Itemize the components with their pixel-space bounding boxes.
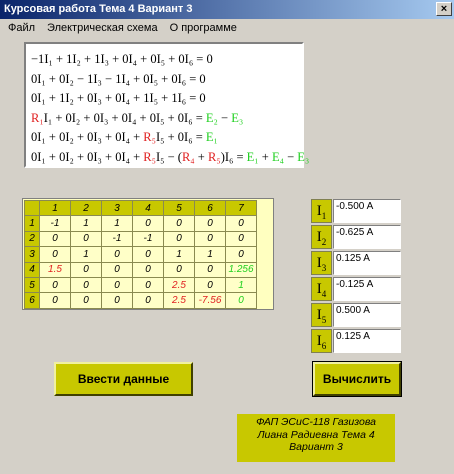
equation-line [31, 89, 298, 109]
equation-term: E₁ [205, 130, 218, 145]
matrix-cell[interactable]: 0 [40, 277, 71, 292]
equation-term: 0I₁ + 0I₂ − 1I₃ − 1I₄ + 0I₅ + 0I₆ = 0 [31, 71, 206, 86]
table-row [25, 247, 257, 262]
matrix-cell[interactable]: 0 [71, 293, 102, 308]
equation-line [31, 128, 298, 148]
equation-term: R₅ [207, 149, 221, 164]
row-header: 1 [25, 216, 40, 231]
window-titlebar [0, 0, 454, 19]
current-value-field[interactable]: -0.625 A [333, 225, 401, 249]
matrix-cell[interactable]: 0 [102, 262, 133, 277]
current-symbol: I [316, 229, 322, 245]
matrix-cell[interactable]: -7.56 [195, 293, 226, 308]
matrix-cell[interactable]: 0 [133, 293, 164, 308]
table-row [25, 231, 257, 246]
matrix-cell[interactable]: 0 [40, 247, 71, 262]
result-row [311, 277, 401, 301]
equation-term: I₁ + 0I₂ + 0I₃ + 0I₄ + 0I₅ + 0I₆ = [43, 110, 206, 125]
matrix-cell[interactable]: 0 [102, 247, 133, 262]
result-row [311, 303, 401, 327]
menu-file[interactable]: Файл [8, 22, 36, 34]
current-symbol: I [316, 307, 322, 323]
author-line-1: ФАП ЭСиС-118 Газизова [256, 416, 376, 428]
matrix-cell[interactable]: 0 [195, 262, 226, 277]
matrix-cell[interactable]: 0 [102, 293, 133, 308]
row-header: 2 [25, 231, 40, 246]
equation-line [31, 50, 298, 70]
matrix-cell[interactable]: 1 [102, 216, 133, 231]
column-header: 5 [164, 201, 195, 216]
current-value-field[interactable]: 0.500 A [333, 303, 401, 327]
table-row [25, 293, 257, 308]
matrix-grid[interactable] [24, 200, 257, 309]
current-index: 1 [321, 211, 327, 221]
matrix-cell[interactable]: 0 [226, 231, 257, 246]
table-row [25, 216, 257, 231]
result-row [311, 251, 401, 275]
menu-about[interactable]: О программе [169, 22, 237, 34]
menu-circuit[interactable]: Электрическая схема [47, 22, 158, 34]
matrix-cell[interactable]: 1 [71, 247, 102, 262]
matrix-cell[interactable]: 0 [133, 247, 164, 262]
row-header: 4 [25, 262, 40, 277]
matrix-cell[interactable]: 1 [71, 216, 102, 231]
current-value-field[interactable]: -0.500 A [333, 199, 401, 223]
column-header: 2 [71, 201, 102, 216]
matrix-cell[interactable]: -1 [40, 216, 71, 231]
equation-term: + [194, 149, 208, 164]
calculate-button[interactable]: Вычислить [313, 362, 401, 396]
equation-term: I₅ + 0I₆ = [155, 130, 206, 145]
author-line-3: Вариант 3 [289, 441, 343, 453]
current-label [311, 251, 332, 275]
matrix-cell[interactable]: 1 [195, 247, 226, 262]
result-row [311, 329, 401, 353]
matrix-cell[interactable]: 2.5 [164, 277, 195, 292]
window-title: Курсовая работа Тема 4 Вариант 3 [4, 3, 193, 15]
column-header: 1 [40, 201, 71, 216]
equation-term: I₅ − ( [155, 149, 182, 164]
equation-term: I₁ + 1I₂ + 1I₃ + 0I₄ + 0I₅ + 0I₆ = 0 [44, 52, 213, 66]
current-symbol: I [316, 203, 322, 219]
table-row [25, 262, 257, 277]
table-row [25, 277, 257, 292]
equation-term: R₅ [143, 130, 156, 145]
equation-term: 0I₁ + 1I₂ + 0I₃ + 0I₄ + 1I₅ + 1I₆ = 0 [31, 91, 206, 106]
row-header: 5 [25, 277, 40, 292]
close-button[interactable] [436, 2, 452, 16]
matrix-cell[interactable]: 0 [133, 216, 164, 231]
result-row [311, 199, 401, 223]
equation-term: − [283, 149, 298, 164]
current-label [311, 329, 332, 353]
equation-term: R₁ [31, 110, 44, 125]
equation-term: E₂ [205, 110, 218, 125]
equation-line [31, 109, 298, 129]
equation-term: − [217, 110, 232, 125]
equation-term: 0I₁ + 0I₂ + 0I₃ + 0I₄ + [31, 130, 144, 145]
current-label [311, 225, 332, 249]
matrix-cell[interactable]: 0 [71, 277, 102, 292]
current-index: 5 [321, 315, 327, 325]
column-header: 3 [102, 201, 133, 216]
equation-line [31, 70, 298, 90]
current-label [311, 277, 332, 301]
current-index: 2 [321, 237, 327, 247]
matrix-cell[interactable]: 0 [164, 216, 195, 231]
result-row [311, 225, 401, 249]
matrix-cell[interactable]: 0 [164, 262, 195, 277]
equation-term: E₃ [297, 149, 310, 164]
equation-term: 0I₁ + 0I₂ + 0I₃ + 0I₄ + [31, 149, 144, 164]
equation-term: E₃ [231, 110, 244, 125]
close-icon: × [440, 3, 448, 15]
current-symbol: I [316, 281, 322, 297]
matrix-cell[interactable]: 0 [71, 231, 102, 246]
matrix-cell[interactable]: 0 [133, 262, 164, 277]
matrix-cell[interactable]: 0 [195, 277, 226, 292]
author-info [237, 414, 395, 462]
menu-bar [0, 19, 454, 37]
equations-panel [24, 42, 310, 168]
equation-term: E₄ [271, 149, 284, 164]
current-label [311, 199, 332, 223]
grid-corner [25, 201, 40, 216]
matrix-cell[interactable]: -1 [133, 231, 164, 246]
matrix-cell[interactable]: 0 [164, 231, 195, 246]
matrix-cell[interactable]: 0 [40, 293, 71, 308]
current-index: 4 [321, 289, 327, 299]
equation-term: R₅ [143, 149, 156, 164]
matrix-cell[interactable]: 1 [226, 277, 257, 292]
matrix-cell[interactable]: 0 [226, 247, 257, 262]
equation-line [31, 148, 310, 168]
matrix-cell[interactable]: 0 [40, 231, 71, 246]
matrix-cell[interactable]: 0 [226, 293, 257, 308]
author-line-2: Лиана Радиевна Тема 4 [257, 428, 375, 441]
current-index: 6 [321, 341, 327, 351]
row-header: 6 [25, 293, 40, 308]
current-symbol: I [316, 333, 322, 349]
current-value-field[interactable]: -0.125 A [333, 277, 401, 301]
matrix-cell[interactable]: -1 [102, 231, 133, 246]
matrix-cell[interactable]: 1.256 [226, 262, 257, 277]
current-value-field[interactable]: 0.125 A [333, 329, 401, 353]
equation-term: E₁ [246, 149, 259, 164]
equation-term: R₄ [181, 149, 195, 164]
matrix-cell[interactable]: 0 [71, 262, 102, 277]
matrix-cell[interactable]: 1.5 [40, 262, 71, 277]
matrix-cell[interactable]: 0 [226, 216, 257, 231]
column-header: 4 [133, 201, 164, 216]
column-header: 6 [195, 201, 226, 216]
matrix-cell[interactable]: 0 [195, 216, 226, 231]
equation-term: )I₆ = [220, 149, 247, 164]
matrix-cell[interactable]: 0 [195, 231, 226, 246]
current-value-field[interactable]: 0.125 A [333, 251, 401, 275]
row-header: 3 [25, 247, 40, 262]
current-index: 3 [321, 263, 327, 273]
column-header: 7 [226, 201, 257, 216]
equation-term: −1 [31, 52, 45, 66]
matrix-cell[interactable]: 2.5 [164, 293, 195, 308]
matrix-cell[interactable]: 0 [133, 277, 164, 292]
current-label [311, 303, 332, 327]
matrix-cell[interactable]: 0 [102, 277, 133, 292]
equation-term: + [258, 149, 272, 164]
current-symbol: I [316, 255, 322, 271]
matrix-panel [22, 198, 274, 310]
matrix-cell[interactable]: 1 [164, 247, 195, 262]
input-data-button[interactable]: Ввести данные [54, 362, 193, 396]
